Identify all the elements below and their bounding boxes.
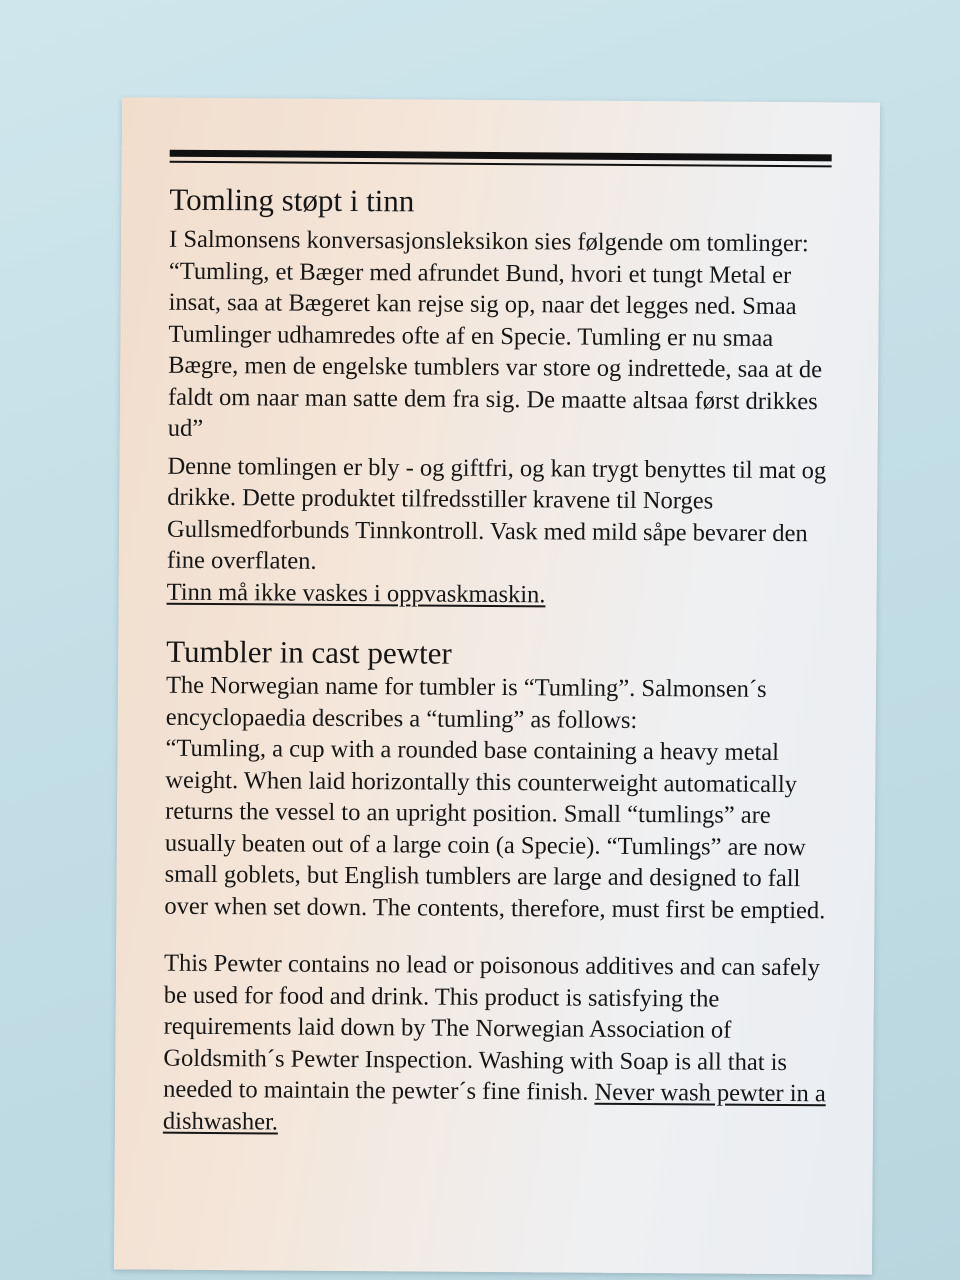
english-heading: Tumbler in cast pewter xyxy=(166,633,452,671)
english-quote: “Tumling, a cup with a rounded base containing a heavy metal weight. When laid horizontally this counterweight automatically returns the vessel to an upright position. Small “tumlings” are usually beaten out of a large coin (a Specie). “Tumlings” are now small goblets, but English tumblers are large and designed to fall over when set down. The contents, therefore, must first be emptied. xyxy=(164,734,826,924)
card-content xyxy=(163,182,838,1142)
english-body: This Pewter contains no lead or poisonous additives and can safely be used for food and drink. This product is satisfying the requirements laid down by The Norwegian Association of Goldsmith´s Pewter Inspection. Washing with Soap is all that is needed to maintain the pewter´s fine finish. xyxy=(163,949,821,1106)
norwegian-intro: I Salmonsens konversasjonsleksikon sies følgende om tomlinger: xyxy=(169,225,809,258)
norwegian-quote: “Tumling, et Bæger med afrundet Bund, hvori et tungt Metal er insat, saa at Bægeret kan rejse sig op, naar det legges ned. Smaa Tumlinger udhamredes ofte af en Specie. Tumling er nu smaa Bægre, men de engelske tumblers var store og indrettede, saa at de faldt om naar man satte dem fra sig. De maatte altsaa først drikkes ud” xyxy=(167,257,823,442)
english-warning: Never wash pewter in a dishwasher. xyxy=(162,1078,826,1135)
norwegian-body: Denne tomlingen er bly - og giftfri, og kan trygt benyttes til mat og drikke. Dette produktet tilfredsstiller kravene til Norges Gullsmedforbunds Tinnkontroll. Vask med mild såpe bevarer den fine overflaten. xyxy=(166,452,827,575)
english-intro: The Norwegian name for tumbler is “Tumling”. Salmonsen´s encyclopaedia describes a “tumling” as follows: xyxy=(165,671,767,734)
norwegian-section xyxy=(167,182,838,613)
english-section xyxy=(163,634,834,1142)
product-info-card xyxy=(114,97,880,1274)
top-rule-thin xyxy=(170,161,832,168)
english-body-text xyxy=(163,948,832,1142)
top-rule-thick xyxy=(170,150,832,162)
norwegian-heading: Tomling støpt i tinn xyxy=(169,181,415,219)
norwegian-warning: Tinn må ikke vaskes i oppvaskmaskin. xyxy=(166,578,546,608)
